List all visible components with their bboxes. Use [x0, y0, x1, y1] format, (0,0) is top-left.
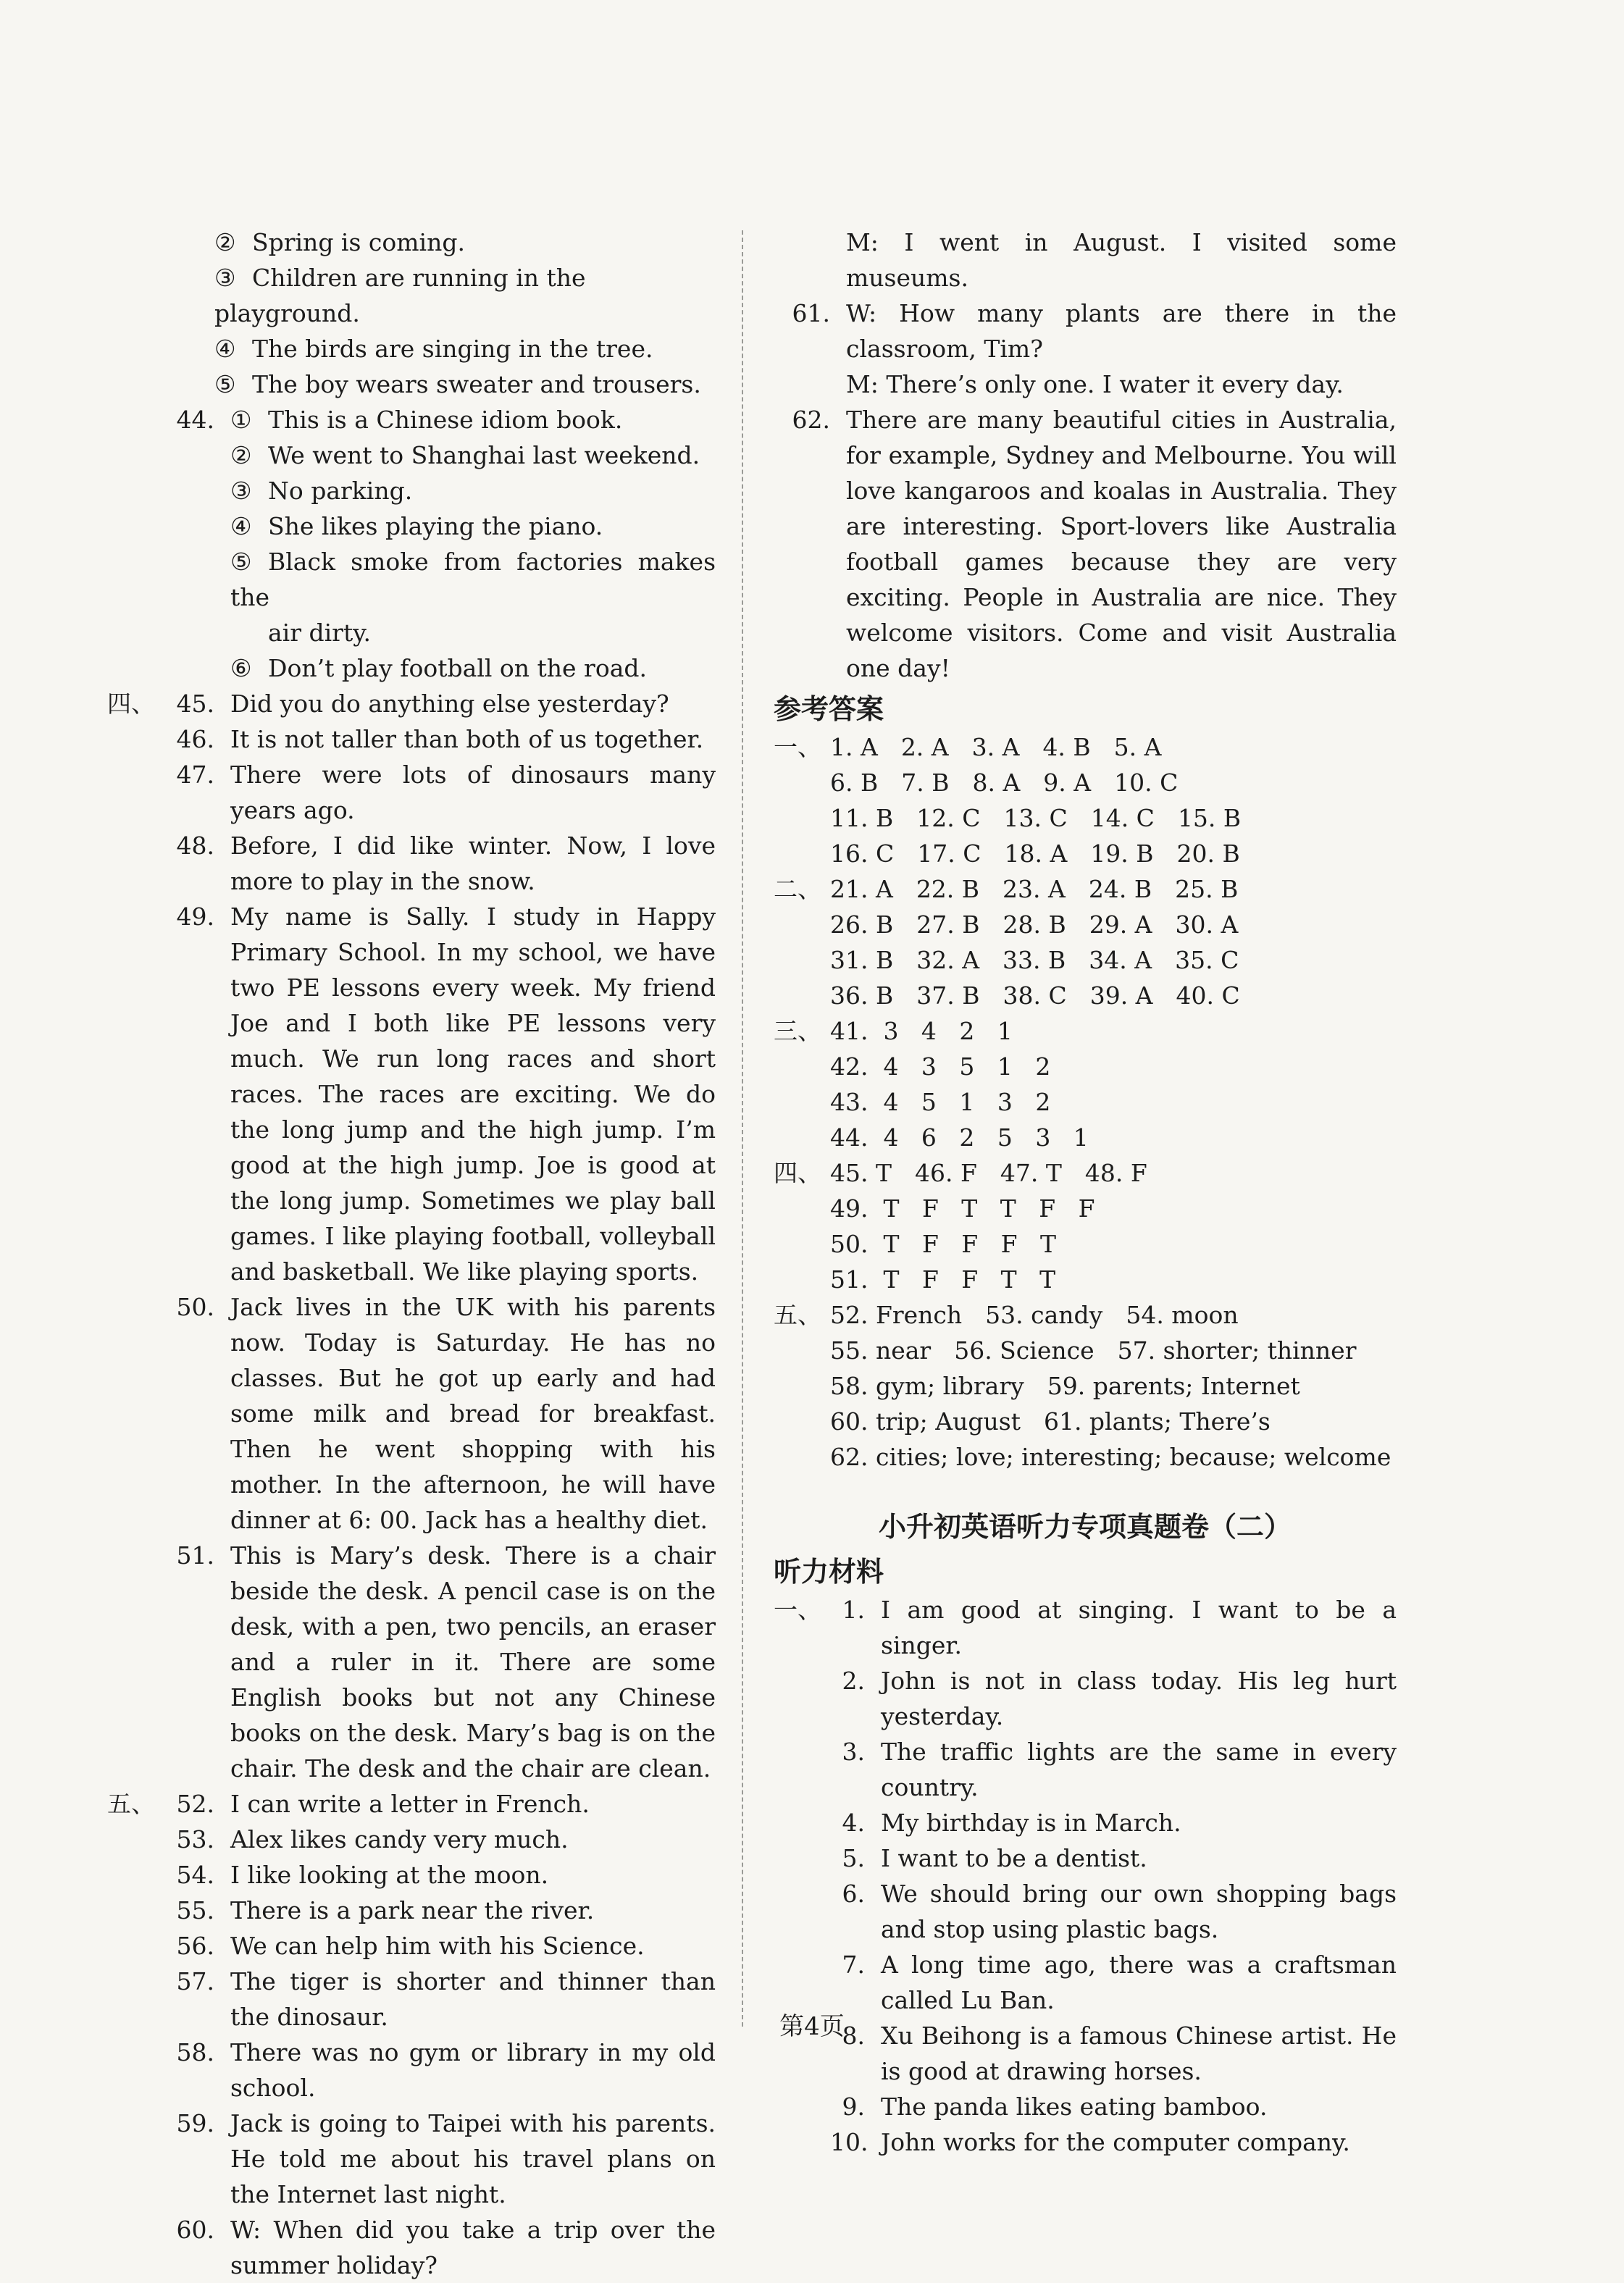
answer-cell: 44. 4 6 2 5 3 1 [830, 1123, 1089, 1152]
question-text: We can help him with his Science. [230, 1932, 645, 1960]
answer-cells [830, 1404, 1294, 1439]
answer-line [774, 1297, 1397, 1333]
answer-cell: 21. A [830, 875, 893, 903]
q62: 62. There are many beautiful cities in Australia, for example, Sydney and Melbourne. You will love kangaroos and koalas in Australia. They are interesting. Sport-lovers like Australia football games because they are very exciting. People in Australia are nice. They welcome visitors. Come and visit Australia one day! [792, 406, 1397, 682]
question-text: Xu Beihong is a famous Chinese artist. He is good at drawing horses. [881, 2022, 1397, 2085]
answer-cell: 36. B [830, 981, 894, 1010]
answer-cell: 60. trip; August [830, 1407, 1021, 1436]
q44-item: ⑥ Don’t play football on the road. [230, 654, 647, 682]
answer-cell: 19. B [1090, 839, 1154, 868]
answer-cell: 35. C [1175, 946, 1239, 974]
answer-cell: 8. A [972, 768, 1021, 797]
question-number: 5. [842, 1844, 865, 1872]
answers-heading: 参考答案 [774, 693, 884, 725]
answer-cell: 17. C [917, 839, 981, 868]
question-text: The tiger is shorter and thinner than the dinosaur. [230, 1967, 716, 2031]
answer-cell: 26. B [830, 910, 894, 939]
question-item [107, 2212, 716, 2283]
question-number: 52. [176, 1790, 214, 1818]
answer-key [774, 729, 1397, 1475]
question-text: I am good at singing. I want to be a singer. [881, 1596, 1397, 1659]
answer-cell: 37. B [916, 981, 980, 1010]
section-label: 五、 [107, 1790, 155, 1818]
answer-cells [830, 907, 1261, 942]
question-text: My birthday is in March. [881, 1809, 1181, 1837]
answer-cell: 45. T [830, 1159, 892, 1187]
answer-cell: 7. B [901, 768, 950, 797]
answer-cell: 61. plants; There’s [1043, 1407, 1271, 1436]
answer-cells [830, 1013, 1036, 1049]
question-number: 54. [176, 1861, 214, 1889]
answer-line [774, 1155, 1397, 1191]
question-text: Before, I did like winter. Now, I love more to play in the snow. [230, 831, 716, 895]
section-label: 四、 [107, 690, 155, 718]
answer-cell: 58. gym; library [830, 1372, 1024, 1400]
left-column [107, 225, 716, 2283]
answer-cell: 20. B [1176, 839, 1240, 868]
answer-cell: 40. C [1176, 981, 1240, 1010]
q43-items [107, 225, 716, 402]
answer-cell: 2. A [900, 733, 949, 761]
answer-cells [830, 1226, 1079, 1262]
answer-line [774, 1049, 1397, 1084]
answer-cells [830, 765, 1201, 800]
question-text: I like looking at the moon. [230, 1861, 549, 1889]
q60-continuation: M: I went in August. I visited some museums. [846, 228, 1397, 292]
listening-material [774, 1592, 1397, 2160]
answer-cell: 25. B [1175, 875, 1239, 903]
section-label: 五、 [774, 1301, 821, 1329]
answer-cells [830, 1368, 1323, 1404]
answer-line [774, 1013, 1397, 1049]
question-number: 6. [842, 1880, 865, 1908]
question-number: 47. [176, 761, 214, 789]
question-text: There is a park near the river. [230, 1896, 595, 1924]
listening-item [774, 1805, 1397, 1840]
q44-item: ① This is a Chinese idiom book. [230, 406, 623, 434]
answer-cell: 9. A [1043, 768, 1092, 797]
question-item [107, 1786, 716, 1822]
answer-cell: 5. A [1113, 733, 1162, 761]
answer-cell: 1. A [830, 733, 878, 761]
answer-cell: 12. C [916, 804, 981, 832]
question-text: Did you do anything else yesterday? [230, 690, 669, 718]
answer-line [774, 1191, 1397, 1226]
answer-line [774, 1368, 1397, 1404]
answer-cell: 34. A [1089, 946, 1152, 974]
question-text: I want to be a dentist. [881, 1844, 1147, 1872]
question-text: The panda likes eating bamboo. [881, 2093, 1268, 2121]
question-item [107, 721, 716, 757]
answer-cells [830, 1084, 1073, 1120]
answer-line [774, 1262, 1397, 1297]
listening-item [774, 1592, 1397, 1663]
question-text: There were lots of dinosaurs many years ago. [230, 761, 716, 824]
answer-cell: 41. 3 4 2 1 [830, 1017, 1013, 1045]
answer-cells [830, 978, 1263, 1013]
question-item [107, 1289, 716, 1538]
answer-cells [830, 1297, 1262, 1333]
question-item [107, 2106, 716, 2212]
answer-cell: 59. parents; Internet [1047, 1372, 1300, 1400]
answer-line [774, 836, 1397, 871]
q44 [107, 402, 716, 686]
answer-cell: 46. F [914, 1159, 977, 1187]
question-text: It is not taller than both of us together. [230, 725, 704, 753]
question-text: John works for the computer company. [881, 2128, 1350, 2156]
question-number: 58. [176, 2038, 214, 2066]
listening-item [774, 1663, 1397, 1734]
answer-cell: 38. C [1003, 981, 1067, 1010]
answer-cell: 18. A [1004, 839, 1068, 868]
section-4 [107, 686, 716, 1786]
answer-line [774, 1404, 1397, 1439]
answer-line [774, 765, 1397, 800]
q44-item-cont: air dirty. [268, 619, 371, 647]
answer-cell: 39. A [1089, 981, 1153, 1010]
question-item [107, 1893, 716, 1928]
answer-cells [830, 1191, 1118, 1226]
question-item [107, 686, 716, 721]
question-number: 60. [176, 2216, 214, 2244]
question-number: 10. [830, 2128, 868, 2156]
question-number: 55. [176, 1896, 214, 1924]
answer-cell: 30. A [1175, 910, 1239, 939]
question-item [107, 1538, 716, 1786]
question-item [107, 2035, 716, 2106]
answer-cell: 11. B [830, 804, 894, 832]
answer-cell: 32. A [916, 946, 980, 974]
question-text: Jack lives in the UK with his parents now. Today is Saturday. He has no classes. But he got up early and had some milk and bread for breakfast. Then he went shopping with his mother. In the afternoon, he will have dinner at 6: 00. Jack has a healthy diet. [230, 1293, 716, 1534]
answer-cell: 43. 4 5 1 3 2 [830, 1088, 1051, 1116]
question-number: 59. [176, 2109, 214, 2137]
answer-cell: 48. F [1084, 1159, 1147, 1187]
answer-cell: 4. B [1042, 733, 1091, 761]
answer-cell: 47. T [1000, 1159, 1062, 1187]
listening-item [774, 2124, 1397, 2160]
answer-line [774, 1439, 1397, 1475]
question-text: A long time ago, there was a craftsman called Lu Ban. [881, 1951, 1397, 2014]
answer-line [774, 729, 1397, 765]
answer-cell: 50. T F F F T [830, 1230, 1057, 1258]
question-number: 57. [176, 1967, 214, 1995]
section-label: 一、 [774, 733, 821, 761]
q43-item: ③ Children are running in the playground. [214, 264, 586, 327]
section-label: 三、 [774, 1017, 821, 1045]
question-text: Alex likes candy very much. [230, 1825, 569, 1853]
question-number: 49. [176, 902, 214, 931]
answer-cells [830, 836, 1263, 871]
answer-line [774, 1226, 1397, 1262]
answer-line [774, 942, 1397, 978]
question-number: 7. [842, 1951, 865, 1979]
question-item [107, 1857, 716, 1893]
answer-cell: 22. B [916, 875, 980, 903]
question-number: 53. [176, 1825, 214, 1853]
q44-number: 44. [176, 406, 214, 434]
answer-cell: 24. B [1088, 875, 1152, 903]
answer-cell: 23. A [1003, 875, 1066, 903]
answer-cells [830, 800, 1264, 836]
q44-item: ④ She likes playing the piano. [230, 512, 603, 540]
answer-line [774, 871, 1397, 907]
question-text: W: When did you take a trip over the summer holiday? [230, 2216, 716, 2279]
question-text: My name is Sally. I study in Happy Primary School. In my school, we have two PE lessons every week. My friend Joe and I both like PE lessons very much. We run long races and short races. The races are exciting. We do the long jump and the high jump. I’m good at the high jump. Joe is good at the long jump. Sometimes we play ball games. I like playing football, volleyball and basketball. We like playing sports. [230, 902, 716, 1286]
question-number: 48. [176, 831, 214, 860]
column-divider [742, 230, 743, 2027]
question-number: 51. [176, 1541, 214, 1570]
answer-line [774, 1333, 1397, 1368]
q44-item: ⑤ Black smoke from factories makes the [230, 548, 716, 611]
answer-cell: 53. candy [985, 1301, 1103, 1329]
question-text: John is not in class today. His leg hurt yesterday. [881, 1667, 1397, 1730]
question-text: This is Mary’s desk. There is a chair beside the desk. A pencil case is on the desk, with a pen, two pencils, an eraser and a ruler in it. There are some English books but not any Chinese books on the desk. Mary’s bag is on the chair. The desk and the chair are clean. [230, 1541, 716, 1783]
answer-line [774, 1120, 1397, 1155]
q43-item: ④ The birds are singing in the tree. [214, 335, 653, 363]
question-item [107, 828, 716, 899]
answer-cell: 10. C [1114, 768, 1179, 797]
answer-cell: 33. B [1003, 946, 1066, 974]
answer-cell: 51. T F F T T [830, 1265, 1056, 1294]
answer-cells [830, 1049, 1073, 1084]
answer-cell: 42. 4 3 5 1 2 [830, 1052, 1051, 1081]
answer-line [774, 907, 1397, 942]
question-number: 50. [176, 1293, 214, 1321]
answer-cell: 62. cities; love; interesting; because; welcome [830, 1443, 1391, 1471]
test-title: 小升初英语听力专项真题卷（二） [878, 1511, 1292, 1543]
question-number: 3. [842, 1738, 865, 1766]
question-item [107, 1928, 716, 1964]
question-text: I can write a letter in French. [230, 1790, 590, 1818]
answer-line [774, 800, 1397, 836]
answer-cell: 3. A [971, 733, 1020, 761]
listening-item [774, 1734, 1397, 1805]
question-number: 45. [176, 690, 214, 718]
answer-cells [830, 1262, 1079, 1297]
question-number: 56. [176, 1932, 214, 1960]
question-text: The traffic lights are the same in every country. [881, 1738, 1397, 1801]
listening-item [774, 1876, 1397, 1947]
question-item [107, 899, 716, 1289]
question-number: 4. [842, 1809, 865, 1837]
question-number: 2. [842, 1667, 865, 1695]
answer-cell: 54. moon [1126, 1301, 1239, 1329]
answer-cells [830, 1120, 1112, 1155]
page-number: 第4页 [779, 2012, 845, 2041]
answer-cell: 31. B [830, 946, 894, 974]
answer-line [774, 978, 1397, 1013]
answer-cell: 52. French [830, 1301, 963, 1329]
question-item [107, 1822, 716, 1857]
q43-item: ② Spring is coming. [214, 228, 465, 256]
q43-item: ⑤ The boy wears sweater and trousers. [214, 370, 701, 398]
question-text: We should bring our own shopping bags and stop using plastic bags. [881, 1880, 1397, 1943]
answer-cell: 55. near [830, 1336, 932, 1365]
answer-cell: 29. A [1089, 910, 1152, 939]
listening-heading: 听力材料 [774, 1556, 884, 1588]
question-text: Jack is going to Taipei with his parents. He told me about his travel plans on the Internet last night. [230, 2109, 716, 2208]
question-number: 46. [176, 725, 214, 753]
q61: 61. W: How many plants are there in the classroom, Tim? M: There’s only one. I water it every day. [792, 299, 1397, 398]
answer-cell: 56. Science [954, 1336, 1094, 1365]
question-number: 1. [842, 1596, 865, 1624]
answer-cell: 16. C [830, 839, 895, 868]
answer-cell: 6. B [830, 768, 879, 797]
answer-cells [830, 1155, 1171, 1191]
q44-item: ② We went to Shanghai last weekend. [230, 441, 700, 469]
answer-cells [830, 1333, 1379, 1368]
question-number: 8. [842, 2022, 865, 2050]
listening-item [774, 1840, 1397, 1876]
answer-cell: 14. C [1090, 804, 1155, 832]
answer-cells [830, 729, 1184, 765]
question-item [107, 757, 716, 828]
right-column [774, 225, 1397, 2160]
answer-cells [830, 871, 1261, 907]
section-label: 二、 [774, 875, 821, 903]
listening-item [774, 2089, 1397, 2124]
question-number: 9. [842, 2093, 865, 2121]
q44-item: ③ No parking. [230, 477, 413, 505]
answer-cell: 28. B [1003, 910, 1066, 939]
answer-cell: 15. B [1177, 804, 1242, 832]
answer-cell: 13. C [1003, 804, 1068, 832]
answer-line [774, 1084, 1397, 1120]
section-label: 一、 [774, 1596, 821, 1624]
section-label: 四、 [774, 1159, 821, 1187]
answer-cell: 57. shorter; thinner [1117, 1336, 1357, 1365]
answer-cell: 27. B [916, 910, 980, 939]
answer-cells [830, 1439, 1414, 1475]
answer-cell: 49. T F T T F F [830, 1194, 1095, 1223]
answer-cells [830, 942, 1262, 978]
question-text: There was no gym or library in my old school. [230, 2038, 716, 2102]
